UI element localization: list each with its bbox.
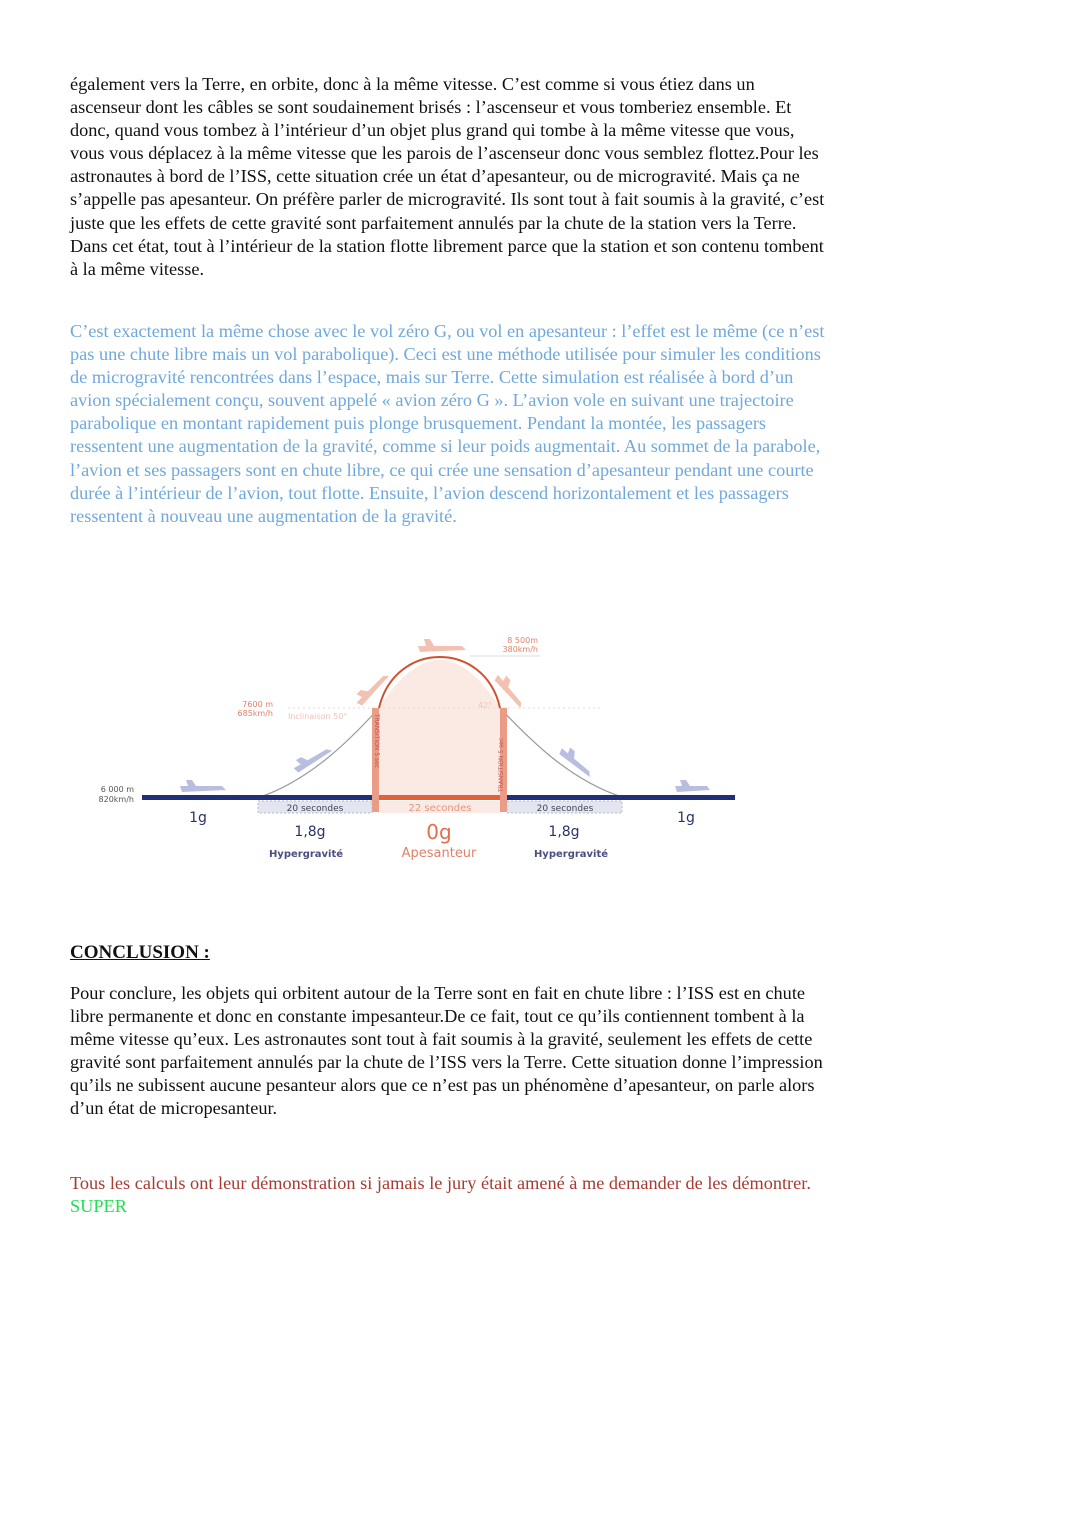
phase-mid-duration: 22 secondes	[408, 803, 472, 814]
airplane-icon	[180, 780, 226, 792]
phase-mid-label: Apesanteur	[401, 846, 477, 861]
transition-label-right: TRANSITION 5 sec	[498, 737, 505, 792]
body-paragraph-2: C’est exactement la même chose avec le vol zéro G, ou vol en apesanteur : l’effet est le même (ce n’est pas une chute libre mais un vol parabolique). Ceci est une méthode utilisée pour simuler les conditions de microgravité rencontrées dans l’espace, mais sur Terre. Cette simulation est réalisée à bord d’un avion spécialement conçu, souvent appelé « avion zéro G ». L’avion vole en suivant une trajectoire parabolique en montant rapidement puis plonge brusquement. Pendant la montée, les passagers ressentent une augmentation de la gravité, comme si leur poids augmentait. Au sommet de la parabole, l’avion et ses passagers sont en chute libre, ce qui crée une sensation d’apesanteur pendant une courte durée à l’intérieur de l’avion, tout flotte. Ensuite, l’avion descend horizontalement et les passagers ressentent à nouveau une augmentation de la gravité.	[70, 321, 825, 526]
note-paragraph	[70, 1172, 815, 1218]
phase-right-duration: 20 secondes	[536, 804, 594, 814]
phase-left-duration: 20 secondes	[286, 804, 344, 814]
conclusion-heading: CONCLUSION :	[70, 942, 210, 963]
phase-left-g: 1,8g	[294, 824, 326, 840]
transition-label-left: TRANSITION 5 sec	[373, 714, 380, 769]
inclination-label: Inclinaison 50°	[288, 712, 348, 721]
zero-g-line	[379, 795, 500, 800]
airplane-icon	[558, 744, 596, 779]
angle-label: 42°	[478, 701, 493, 710]
top-speed: 380km/h	[502, 645, 538, 654]
phase-right-g: 1,8g	[548, 824, 580, 840]
g-normal-right: 1g	[677, 810, 695, 826]
airplane-icon	[418, 639, 466, 652]
phase-left-label: Hypergravité	[268, 849, 344, 860]
phase-right-label: Hypergravité	[533, 849, 609, 860]
airplane-icon	[291, 742, 333, 773]
mid-alt: 7600 m	[242, 700, 273, 709]
g-normal-left: 1g	[189, 810, 207, 826]
zero-g-zone	[379, 660, 500, 797]
body-paragraph-1: également vers la Terre, en orbite, donc à la même vitesse. C’est comme si vous étiez dans un ascenseur dont les câbles se sont soudainement brisés : l’ascenseur et vous tomberiez ensemble. Et donc, quand vous tombez à l’intérieur d’un objet plus grand qui tombe à la même vitesse que vous, vous vous déplacez à la même vitesse que les parois de l’ascenseur donc vous semblez flottez.Pour les astronautes à bord de l’ISS, cette situation crée un état d’apesanteur, ou de microgravité. Mais ça ne s’appelle pas apesanteur. On préfère parler de microgravité. Ils sont tout à fait soumis à la gravité, c’est juste que les effets de cette gravité sont parfaitement annulés par la chute de la station vers la Terre. Dans cet état, tout à l’intérieur de la station flotte librement parce que la station et son contenu tombent à la même vitesse.	[70, 74, 825, 279]
start-speed: 820km/h	[98, 795, 134, 804]
note-text: Tous les calculs ont leur démonstration si jamais le jury était amené à me demander de les démontrer.	[70, 1173, 811, 1193]
start-alt: 6 000 m	[100, 785, 134, 794]
top-alt: 8 500m	[507, 636, 538, 645]
phase-mid-g: 0g	[426, 820, 452, 844]
mid-speed: 685km/h	[237, 709, 273, 718]
conclusion-paragraph: Pour conclure, les objets qui orbitent autour de la Terre sont en fait en chute libre : l’ISS est en chute libre permanente et donc en constante impesanteur.De ce fait, tout ce qu’ils contiennent tombent à la même vitesse qu’eux. Les astronautes sont tout à fait soumis à la gravité, seulement les effets de cette gravité sont parfaitement annulés par la chute de l’ISS vers la Terre. Cette situation donne l’impression qu’ils ne subissent aucune pesanteur alors que ce n’est pas un phénomène d’apesanteur, on parle alors d’un état de micropesanteur.	[70, 983, 823, 1119]
airplane-icon	[675, 780, 710, 792]
teacher-comment: SUPER	[70, 1196, 127, 1217]
